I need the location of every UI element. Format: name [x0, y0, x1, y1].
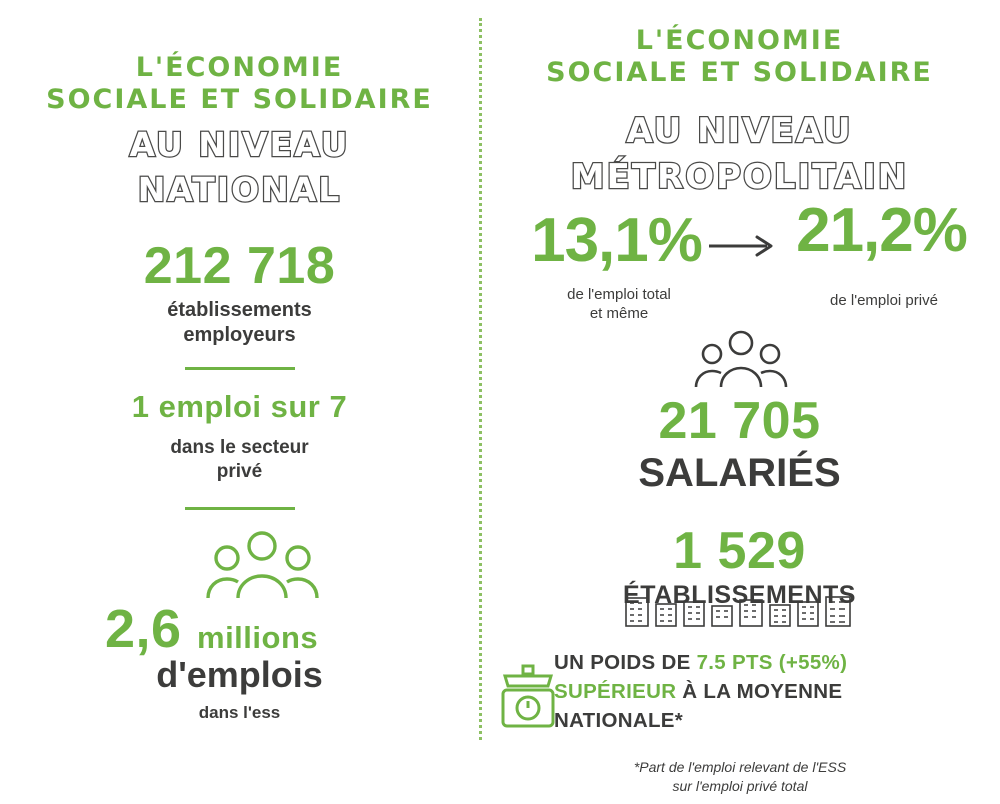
national-title-outline-line1: AU NIVEAU — [129, 125, 350, 164]
metro-title-outline — [479, 108, 1000, 200]
people-group-icon-national — [205, 530, 320, 605]
metro-weight-line1 — [554, 648, 994, 677]
metropolitan-column — [479, 0, 1000, 804]
buildings-row-icon — [624, 592, 854, 633]
footnote-line1: *Part de l'emploi relevant de l'ESS — [633, 759, 847, 775]
metro-title-outline-line1: AU NIVEAU — [626, 111, 853, 151]
metro-weight-line2-b: À LA MOYENNE — [676, 680, 843, 703]
metro-employees-label: SALARIÉS — [638, 451, 841, 495]
footnote-line2: sur l'emploi privé total — [672, 778, 808, 794]
national-total-jobs-number: 2,6 — [105, 599, 182, 659]
national-title-green — [0, 52, 479, 116]
national-stat-jobs-share — [0, 388, 479, 484]
metro-weight-line1-a: UN POIDS DE — [554, 651, 697, 674]
metro-percent-total-caption-line2: et même — [589, 305, 649, 322]
metro-percent-total-employment: 13,1% — [531, 206, 702, 275]
metro-percent-private-employment: 21,2% — [796, 196, 967, 265]
metro-weight-line2 — [554, 677, 994, 706]
national-stat-total-jobs — [0, 598, 479, 724]
metro-weight-line3: NATIONALE* — [554, 709, 684, 732]
metro-percent-private-caption: de l'emploi privé — [830, 292, 938, 309]
metro-stat-employees — [479, 392, 1000, 496]
divider-rule-2 — [185, 507, 295, 510]
metro-title-green — [479, 25, 1000, 89]
national-total-jobs-unit: millions — [197, 620, 319, 655]
scale-icon — [497, 660, 559, 737]
metro-employees-value: 21 705 — [658, 392, 821, 450]
metro-weight-statement — [554, 648, 994, 735]
metro-percent-total-caption — [514, 285, 724, 323]
metro-weight-line1-b: 7.5 PTS (+55%) — [696, 651, 848, 674]
divider-rule-1 — [185, 367, 295, 370]
national-title-green-line2: SOCIALE ET SOLIDAIRE — [46, 84, 433, 115]
national-jobs-share-caption-2: privé — [216, 461, 263, 482]
people-group-icon-metro — [694, 330, 789, 393]
national-stat-establishments — [0, 238, 479, 348]
national-establishments-caption-1: établissements — [167, 299, 312, 321]
national-total-jobs-caption: dans l'ess — [198, 703, 281, 722]
national-column — [0, 0, 479, 804]
footnote — [520, 758, 960, 796]
metro-title-green-line1: L'ÉCONOMIE — [635, 25, 844, 56]
metro-title-green-line2: SOCIALE ET SOLIDAIRE — [546, 57, 933, 88]
national-establishments-caption-2: employeurs — [183, 324, 296, 346]
metro-weight-line2-a: SUPÉRIEUR — [554, 680, 677, 703]
metro-title-outline-line2: MÉTROPOLITAIN — [570, 157, 909, 197]
metro-percent-total-caption-line1: de l'emploi total — [567, 286, 671, 303]
metro-establishments-value: 1 529 — [673, 522, 806, 580]
national-title-outline-line2: NATIONAL — [137, 170, 342, 209]
national-title-green-line1: L'ÉCONOMIE — [135, 52, 344, 83]
national-establishments-value: 212 718 — [143, 237, 336, 295]
national-title-outline — [0, 122, 479, 212]
national-jobs-share-caption-1: dans le secteur — [170, 437, 309, 458]
national-jobs-share-value: 1 emploi sur 7 — [131, 389, 348, 424]
national-total-jobs-label: d'emplois — [156, 654, 323, 695]
metro-establishments-label: ÉTABLISSEMENTS — [623, 581, 856, 609]
